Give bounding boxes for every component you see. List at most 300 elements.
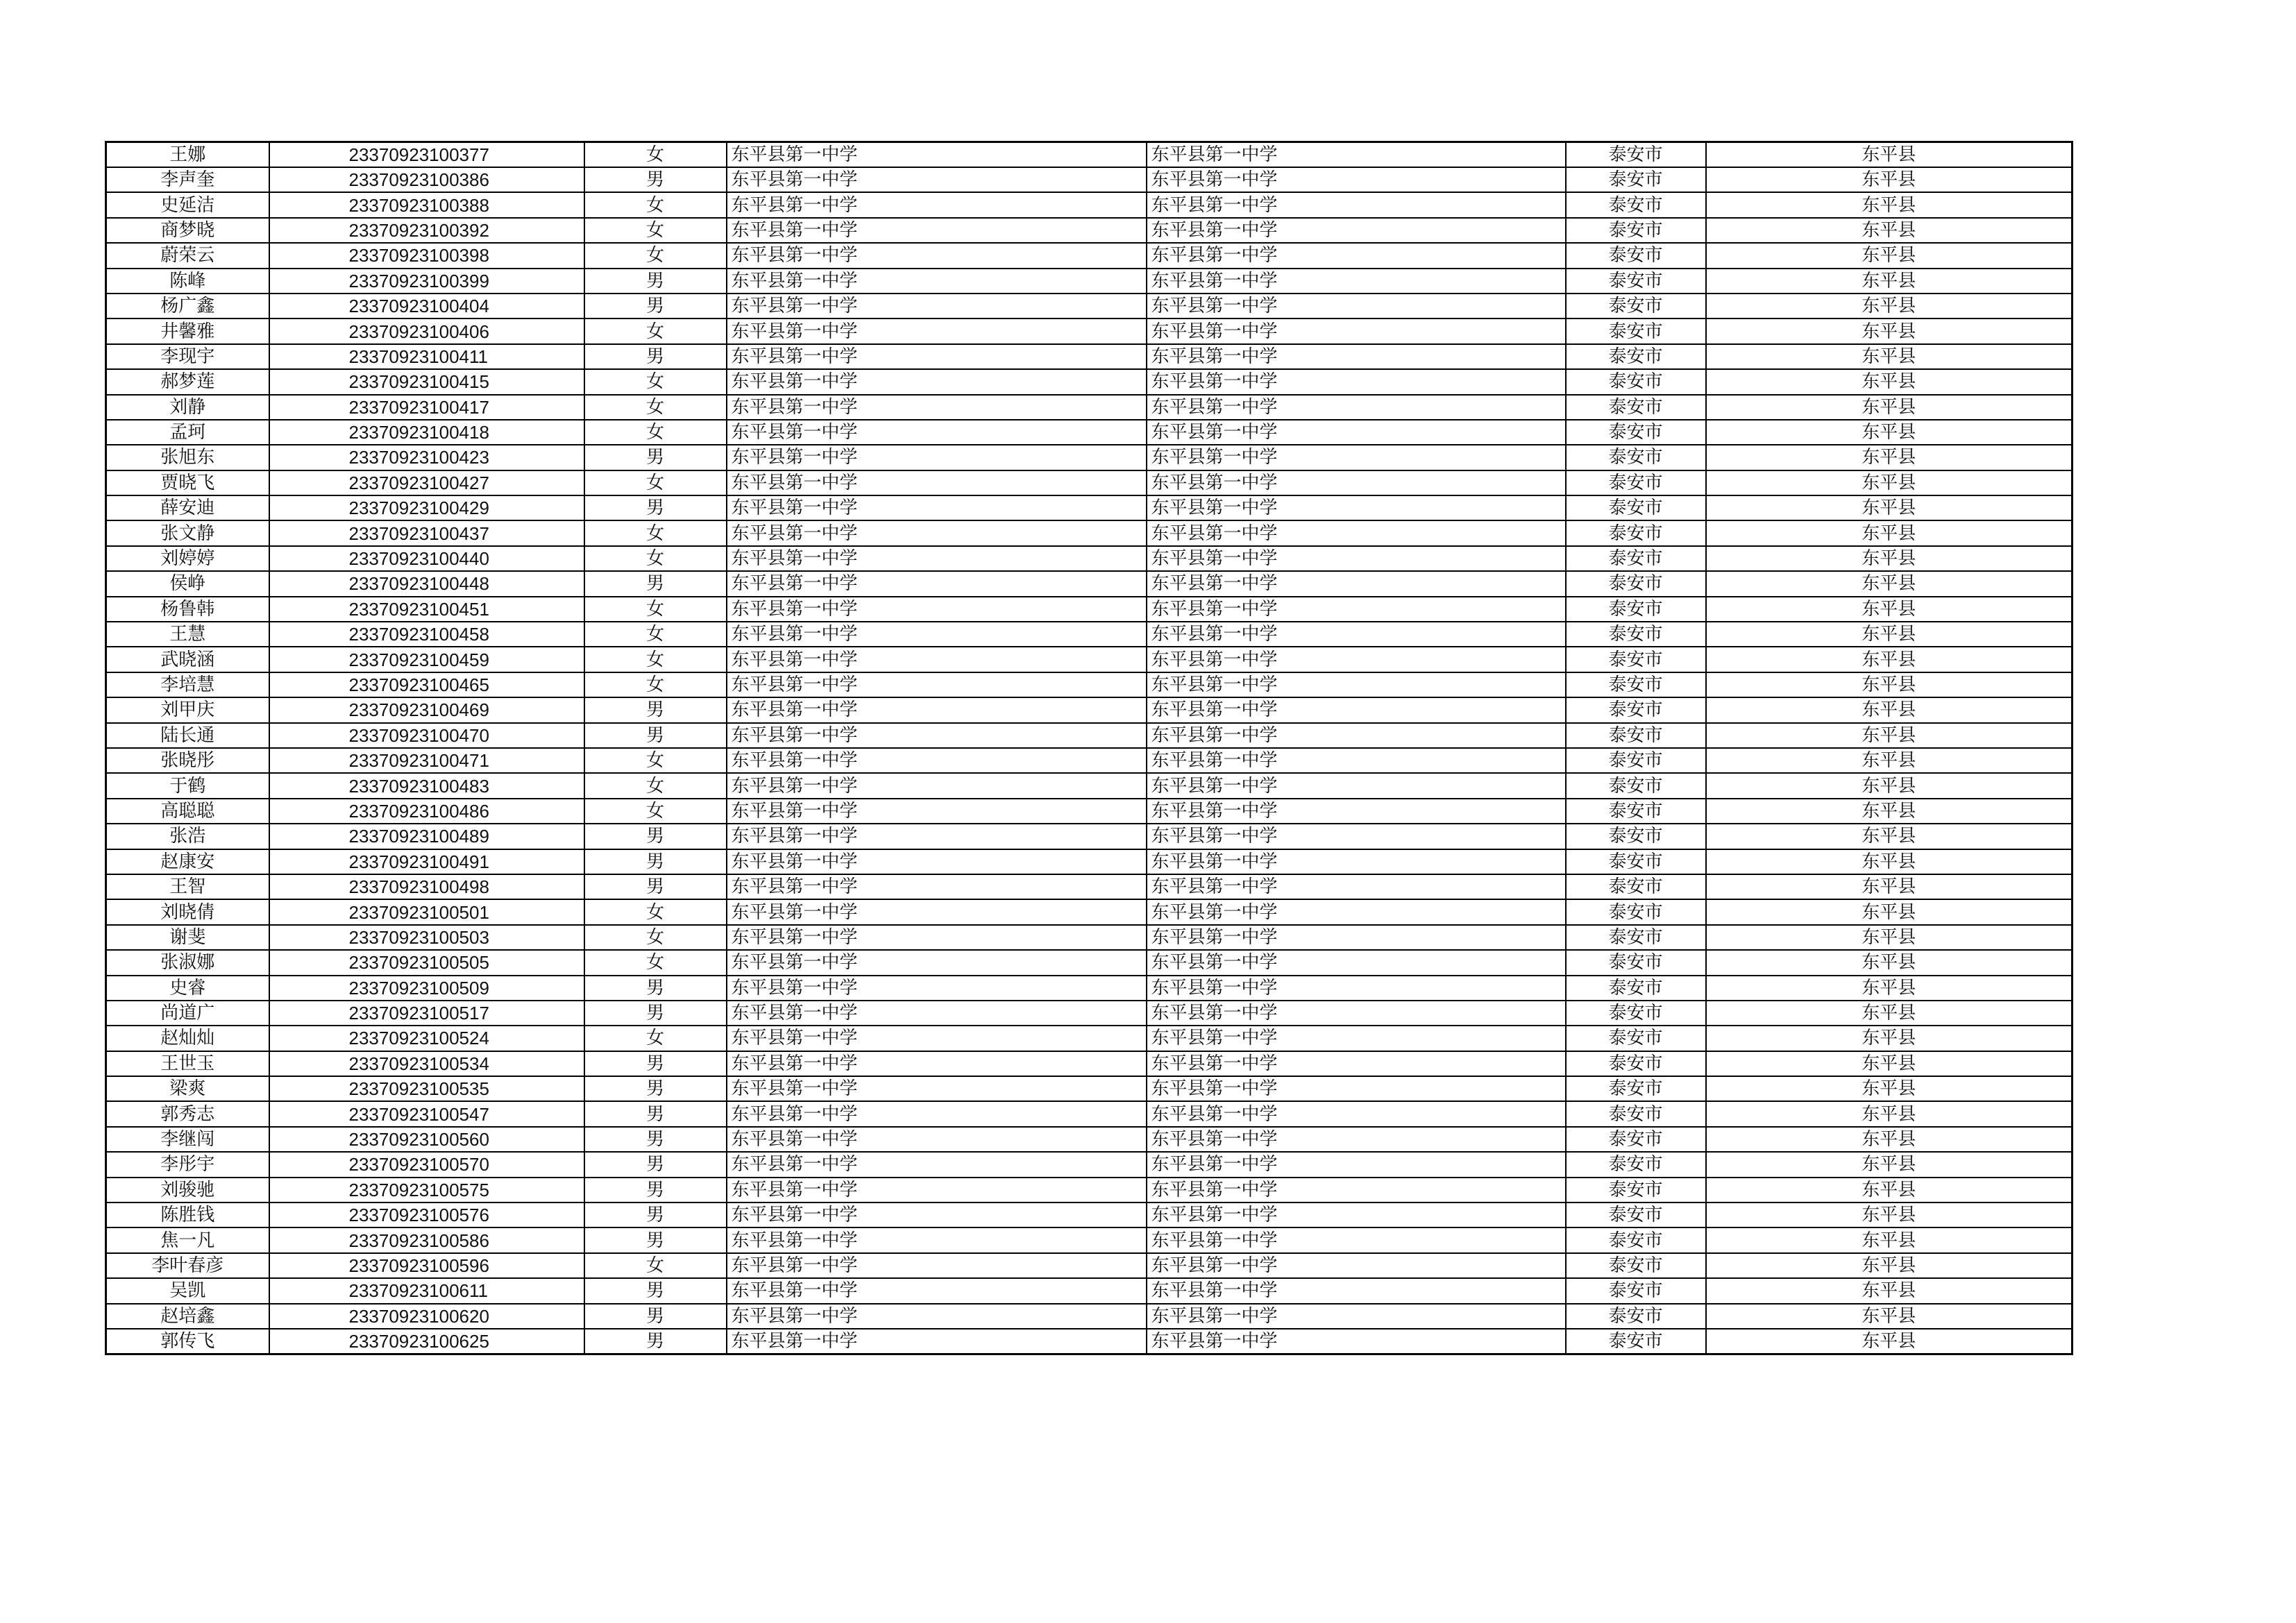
school-cell: 东平县第一中学	[727, 445, 1147, 470]
exam-id-cell: 23370923100611	[269, 1278, 584, 1303]
gender-cell: 女	[584, 672, 727, 697]
table-row	[106, 1051, 2073, 1076]
student-name-cell: 王世玉	[106, 1051, 269, 1076]
table-row	[106, 622, 2073, 647]
table-row	[106, 723, 2073, 748]
exam-id-cell: 23370923100509	[269, 976, 584, 1001]
exam-site-cell: 东平县第一中学	[1147, 167, 1566, 192]
exam-id-cell: 23370923100404	[269, 294, 584, 318]
school-cell: 东平县第一中学	[727, 571, 1147, 596]
student-name-cell: 郭传飞	[106, 1329, 269, 1354]
city-cell: 泰安市	[1566, 1304, 1706, 1329]
school-cell: 东平县第一中学	[727, 344, 1147, 369]
gender-cell: 女	[584, 192, 727, 217]
county-cell: 东平县	[1706, 1076, 2073, 1101]
table-row	[106, 520, 2073, 545]
student-name-cell: 赵灿灿	[106, 1026, 269, 1051]
table-row	[106, 1101, 2073, 1126]
county-cell: 东平县	[1706, 672, 2073, 697]
table-row	[106, 192, 2073, 217]
table-row	[106, 571, 2073, 596]
exam-id-cell: 23370923100471	[269, 748, 584, 773]
table-row	[106, 976, 2073, 1001]
county-cell: 东平县	[1706, 976, 2073, 1001]
student-name-cell: 张淑娜	[106, 950, 269, 975]
table-row	[106, 824, 2073, 849]
exam-site-cell: 东平县第一中学	[1147, 824, 1566, 849]
table-row	[106, 849, 2073, 874]
county-cell: 东平县	[1706, 1001, 2073, 1026]
exam-id-cell: 23370923100465	[269, 672, 584, 697]
exam-site-cell: 东平县第一中学	[1147, 1203, 1566, 1227]
city-cell: 泰安市	[1566, 672, 1706, 697]
gender-cell: 女	[584, 369, 727, 394]
gender-cell: 女	[584, 748, 727, 773]
table-row	[106, 647, 2073, 672]
city-cell: 泰安市	[1566, 470, 1706, 495]
exam-id-cell: 23370923100575	[269, 1178, 584, 1203]
county-cell: 东平县	[1706, 294, 2073, 318]
gender-cell: 女	[584, 318, 727, 343]
city-cell: 泰安市	[1566, 294, 1706, 318]
gender-cell: 男	[584, 1152, 727, 1177]
county-cell: 东平县	[1706, 647, 2073, 672]
city-cell: 泰安市	[1566, 950, 1706, 975]
gender-cell: 女	[584, 647, 727, 672]
exam-id-cell: 23370923100524	[269, 1026, 584, 1051]
city-cell: 泰安市	[1566, 395, 1706, 420]
school-cell: 东平县第一中学	[727, 1329, 1147, 1354]
student-name-cell: 张晓彤	[106, 748, 269, 773]
school-cell: 东平县第一中学	[727, 1051, 1147, 1076]
city-cell: 泰安市	[1566, 1227, 1706, 1252]
table-row	[106, 1076, 2073, 1101]
gender-cell: 男	[584, 849, 727, 874]
gender-cell: 女	[584, 520, 727, 545]
exam-site-cell: 东平县第一中学	[1147, 1278, 1566, 1303]
school-cell: 东平县第一中学	[727, 1178, 1147, 1203]
exam-site-cell: 东平县第一中学	[1147, 218, 1566, 243]
gender-cell: 男	[584, 874, 727, 899]
table-row	[106, 495, 2073, 520]
county-cell: 东平县	[1706, 142, 2073, 168]
student-name-cell: 于鹤	[106, 773, 269, 798]
table-row	[106, 950, 2073, 975]
county-cell: 东平县	[1706, 470, 2073, 495]
county-cell: 东平县	[1706, 445, 2073, 470]
city-cell: 泰安市	[1566, 571, 1706, 596]
school-cell: 东平县第一中学	[727, 269, 1147, 294]
gender-cell: 男	[584, 1203, 727, 1227]
county-cell: 东平县	[1706, 874, 2073, 899]
student-name-cell: 史睿	[106, 976, 269, 1001]
exam-site-cell: 东平县第一中学	[1147, 622, 1566, 647]
city-cell: 泰安市	[1566, 723, 1706, 748]
gender-cell: 男	[584, 1127, 727, 1152]
student-name-cell: 尚道广	[106, 1001, 269, 1026]
exam-site-cell: 东平县第一中学	[1147, 1227, 1566, 1252]
school-cell: 东平县第一中学	[727, 773, 1147, 798]
exam-id-cell: 23370923100398	[269, 243, 584, 268]
county-cell: 东平县	[1706, 1051, 2073, 1076]
exam-id-cell: 23370923100448	[269, 571, 584, 596]
exam-site-cell: 东平县第一中学	[1147, 1076, 1566, 1101]
exam-id-cell: 23370923100620	[269, 1304, 584, 1329]
student-name-cell: 李培慧	[106, 672, 269, 697]
student-name-cell: 李彤宇	[106, 1152, 269, 1177]
student-name-cell: 张旭东	[106, 445, 269, 470]
exam-id-cell: 23370923100377	[269, 142, 584, 168]
student-name-cell: 蔚荣云	[106, 243, 269, 268]
exam-id-cell: 23370923100429	[269, 495, 584, 520]
exam-site-cell: 东平县第一中学	[1147, 748, 1566, 773]
gender-cell: 女	[584, 899, 727, 924]
city-cell: 泰安市	[1566, 1127, 1706, 1152]
student-name-cell: 王慧	[106, 622, 269, 647]
gender-cell: 男	[584, 344, 727, 369]
exam-site-cell: 东平县第一中学	[1147, 1127, 1566, 1152]
table-row	[106, 1127, 2073, 1152]
school-cell: 东平县第一中学	[727, 672, 1147, 697]
county-cell: 东平县	[1706, 395, 2073, 420]
table-row	[106, 546, 2073, 571]
county-cell: 东平县	[1706, 167, 2073, 192]
gender-cell: 男	[584, 1051, 727, 1076]
city-cell: 泰安市	[1566, 748, 1706, 773]
exam-id-cell: 23370923100470	[269, 723, 584, 748]
table-row	[106, 243, 2073, 268]
student-name-cell: 陆长通	[106, 723, 269, 748]
city-cell: 泰安市	[1566, 546, 1706, 571]
county-cell: 东平县	[1706, 546, 2073, 571]
county-cell: 东平县	[1706, 495, 2073, 520]
county-cell: 东平县	[1706, 899, 2073, 924]
city-cell: 泰安市	[1566, 799, 1706, 824]
gender-cell: 女	[584, 142, 727, 168]
exam-id-cell: 23370923100388	[269, 192, 584, 217]
gender-cell: 女	[584, 622, 727, 647]
city-cell: 泰安市	[1566, 167, 1706, 192]
student-name-cell: 梁爽	[106, 1076, 269, 1101]
exam-site-cell: 东平县第一中学	[1147, 849, 1566, 874]
gender-cell: 男	[584, 976, 727, 1001]
school-cell: 东平县第一中学	[727, 976, 1147, 1001]
exam-site-cell: 东平县第一中学	[1147, 445, 1566, 470]
city-cell: 泰安市	[1566, 597, 1706, 622]
gender-cell: 女	[584, 925, 727, 950]
table-row	[106, 1278, 2073, 1303]
county-cell: 东平县	[1706, 1026, 2073, 1051]
gender-cell: 男	[584, 571, 727, 596]
school-cell: 东平县第一中学	[727, 520, 1147, 545]
table-row	[106, 874, 2073, 899]
table-row	[106, 697, 2073, 722]
city-cell: 泰安市	[1566, 874, 1706, 899]
gender-cell: 男	[584, 495, 727, 520]
city-cell: 泰安市	[1566, 622, 1706, 647]
county-cell: 东平县	[1706, 950, 2073, 975]
county-cell: 东平县	[1706, 748, 2073, 773]
table-row	[106, 395, 2073, 420]
exam-site-cell: 东平县第一中学	[1147, 142, 1566, 168]
school-cell: 东平县第一中学	[727, 1227, 1147, 1252]
exam-site-cell: 东平县第一中学	[1147, 1178, 1566, 1203]
county-cell: 东平县	[1706, 520, 2073, 545]
exam-id-cell: 23370923100440	[269, 546, 584, 571]
student-name-cell: 张浩	[106, 824, 269, 849]
city-cell: 泰安市	[1566, 773, 1706, 798]
table-row	[106, 672, 2073, 697]
exam-id-cell: 23370923100427	[269, 470, 584, 495]
gender-cell: 女	[584, 799, 727, 824]
city-cell: 泰安市	[1566, 344, 1706, 369]
county-cell: 东平县	[1706, 218, 2073, 243]
exam-site-cell: 东平县第一中学	[1147, 495, 1566, 520]
city-cell: 泰安市	[1566, 269, 1706, 294]
student-roster-table	[105, 141, 2073, 1355]
county-cell: 东平县	[1706, 1278, 2073, 1303]
city-cell: 泰安市	[1566, 976, 1706, 1001]
exam-site-cell: 东平县第一中学	[1147, 192, 1566, 217]
county-cell: 东平县	[1706, 622, 2073, 647]
exam-site-cell: 东平县第一中学	[1147, 546, 1566, 571]
county-cell: 东平县	[1706, 369, 2073, 394]
exam-site-cell: 东平县第一中学	[1147, 1152, 1566, 1177]
table-row	[106, 1227, 2073, 1252]
table-row	[106, 773, 2073, 798]
school-cell: 东平县第一中学	[727, 369, 1147, 394]
student-name-cell: 侯峥	[106, 571, 269, 596]
county-cell: 东平县	[1706, 773, 2073, 798]
exam-id-cell: 23370923100625	[269, 1329, 584, 1354]
table-row	[106, 167, 2073, 192]
exam-id-cell: 23370923100423	[269, 445, 584, 470]
table-row	[106, 597, 2073, 622]
student-name-cell: 李叶春彦	[106, 1253, 269, 1278]
exam-site-cell: 东平县第一中学	[1147, 773, 1566, 798]
exam-site-cell: 东平县第一中学	[1147, 1001, 1566, 1026]
county-cell: 东平县	[1706, 849, 2073, 874]
exam-id-cell: 23370923100411	[269, 344, 584, 369]
student-name-cell: 刘晓倩	[106, 899, 269, 924]
student-name-cell: 杨广鑫	[106, 294, 269, 318]
student-name-cell: 赵康安	[106, 849, 269, 874]
exam-site-cell: 东平县第一中学	[1147, 269, 1566, 294]
gender-cell: 女	[584, 773, 727, 798]
table-row	[106, 142, 2073, 168]
table-row	[106, 1026, 2073, 1051]
student-name-cell: 王智	[106, 874, 269, 899]
school-cell: 东平县第一中学	[727, 748, 1147, 773]
table-row	[106, 1329, 2073, 1354]
student-name-cell: 刘婷婷	[106, 546, 269, 571]
exam-site-cell: 东平县第一中学	[1147, 344, 1566, 369]
table-row	[106, 799, 2073, 824]
gender-cell: 男	[584, 697, 727, 722]
gender-cell: 女	[584, 546, 727, 571]
school-cell: 东平县第一中学	[727, 824, 1147, 849]
table-row	[106, 294, 2073, 318]
table-row	[106, 1253, 2073, 1278]
exam-id-cell: 23370923100406	[269, 318, 584, 343]
city-cell: 泰安市	[1566, 1051, 1706, 1076]
exam-site-cell: 东平县第一中学	[1147, 1051, 1566, 1076]
exam-id-cell: 23370923100415	[269, 369, 584, 394]
county-cell: 东平县	[1706, 1178, 2073, 1203]
student-name-cell: 李继闯	[106, 1127, 269, 1152]
county-cell: 东平县	[1706, 925, 2073, 950]
school-cell: 东平县第一中学	[727, 1152, 1147, 1177]
student-name-cell: 史延洁	[106, 192, 269, 217]
county-cell: 东平县	[1706, 269, 2073, 294]
exam-id-cell: 23370923100458	[269, 622, 584, 647]
gender-cell: 男	[584, 445, 727, 470]
gender-cell: 男	[584, 1278, 727, 1303]
student-name-cell: 贾晓飞	[106, 470, 269, 495]
table-row	[106, 344, 2073, 369]
student-name-cell: 刘骏驰	[106, 1178, 269, 1203]
student-name-cell: 武晓涵	[106, 647, 269, 672]
county-cell: 东平县	[1706, 420, 2073, 445]
exam-site-cell: 东平县第一中学	[1147, 420, 1566, 445]
exam-site-cell: 东平县第一中学	[1147, 571, 1566, 596]
school-cell: 东平县第一中学	[727, 495, 1147, 520]
exam-id-cell: 23370923100392	[269, 218, 584, 243]
student-name-cell: 陈峰	[106, 269, 269, 294]
exam-id-cell: 23370923100469	[269, 697, 584, 722]
city-cell: 泰安市	[1566, 849, 1706, 874]
city-cell: 泰安市	[1566, 1076, 1706, 1101]
gender-cell: 男	[584, 1001, 727, 1026]
school-cell: 东平县第一中学	[727, 622, 1147, 647]
exam-site-cell: 东平县第一中学	[1147, 1329, 1566, 1354]
county-cell: 东平县	[1706, 799, 2073, 824]
gender-cell: 男	[584, 1304, 727, 1329]
gender-cell: 男	[584, 1329, 727, 1354]
city-cell: 泰安市	[1566, 1203, 1706, 1227]
school-cell: 东平县第一中学	[727, 1076, 1147, 1101]
county-cell: 东平县	[1706, 344, 2073, 369]
school-cell: 东平县第一中学	[727, 925, 1147, 950]
table-row	[106, 445, 2073, 470]
city-cell: 泰安市	[1566, 697, 1706, 722]
gender-cell: 男	[584, 723, 727, 748]
exam-site-cell: 东平县第一中学	[1147, 1304, 1566, 1329]
city-cell: 泰安市	[1566, 925, 1706, 950]
school-cell: 东平县第一中学	[727, 1101, 1147, 1126]
table-row	[106, 318, 2073, 343]
exam-id-cell: 23370923100498	[269, 874, 584, 899]
table-row	[106, 1152, 2073, 1177]
school-cell: 东平县第一中学	[727, 874, 1147, 899]
county-cell: 东平县	[1706, 1304, 2073, 1329]
student-name-cell: 刘甲庆	[106, 697, 269, 722]
exam-id-cell: 23370923100535	[269, 1076, 584, 1101]
exam-site-cell: 东平县第一中学	[1147, 672, 1566, 697]
table-row	[106, 1178, 2073, 1203]
school-cell: 东平县第一中学	[727, 799, 1147, 824]
exam-site-cell: 东平县第一中学	[1147, 976, 1566, 1001]
exam-id-cell: 23370923100451	[269, 597, 584, 622]
school-cell: 东平县第一中学	[727, 142, 1147, 168]
student-name-cell: 刘静	[106, 395, 269, 420]
exam-site-cell: 东平县第一中学	[1147, 799, 1566, 824]
city-cell: 泰安市	[1566, 1001, 1706, 1026]
city-cell: 泰安市	[1566, 520, 1706, 545]
student-name-cell: 商梦晓	[106, 218, 269, 243]
city-cell: 泰安市	[1566, 824, 1706, 849]
city-cell: 泰安市	[1566, 142, 1706, 168]
county-cell: 东平县	[1706, 723, 2073, 748]
exam-site-cell: 东平县第一中学	[1147, 470, 1566, 495]
school-cell: 东平县第一中学	[727, 218, 1147, 243]
table-row	[106, 748, 2073, 773]
school-cell: 东平县第一中学	[727, 167, 1147, 192]
city-cell: 泰安市	[1566, 1178, 1706, 1203]
gender-cell: 男	[584, 1227, 727, 1252]
school-cell: 东平县第一中学	[727, 849, 1147, 874]
city-cell: 泰安市	[1566, 1253, 1706, 1278]
county-cell: 东平县	[1706, 1227, 2073, 1252]
gender-cell: 女	[584, 470, 727, 495]
student-name-cell: 薛安迪	[106, 495, 269, 520]
gender-cell: 女	[584, 243, 727, 268]
gender-cell: 女	[584, 950, 727, 975]
exam-site-cell: 东平县第一中学	[1147, 369, 1566, 394]
table-row	[106, 218, 2073, 243]
table-row	[106, 1001, 2073, 1026]
city-cell: 泰安市	[1566, 445, 1706, 470]
county-cell: 东平县	[1706, 318, 2073, 343]
exam-site-cell: 东平县第一中学	[1147, 697, 1566, 722]
gender-cell: 女	[584, 597, 727, 622]
gender-cell: 男	[584, 1178, 727, 1203]
student-name-cell: 焦一凡	[106, 1227, 269, 1252]
exam-id-cell: 23370923100570	[269, 1152, 584, 1177]
exam-id-cell: 23370923100576	[269, 1203, 584, 1227]
county-cell: 东平县	[1706, 1253, 2073, 1278]
school-cell: 东平县第一中学	[727, 294, 1147, 318]
table-row	[106, 1304, 2073, 1329]
exam-site-cell: 东平县第一中学	[1147, 318, 1566, 343]
exam-id-cell: 23370923100491	[269, 849, 584, 874]
student-name-cell: 李现宇	[106, 344, 269, 369]
table-row	[106, 925, 2073, 950]
student-name-cell: 郝梦莲	[106, 369, 269, 394]
city-cell: 泰安市	[1566, 1101, 1706, 1126]
exam-id-cell: 23370923100547	[269, 1101, 584, 1126]
student-name-cell: 谢斐	[106, 925, 269, 950]
table-row	[106, 1203, 2073, 1227]
table-row	[106, 369, 2073, 394]
county-cell: 东平县	[1706, 697, 2073, 722]
city-cell: 泰安市	[1566, 1152, 1706, 1177]
exam-site-cell: 东平县第一中学	[1147, 723, 1566, 748]
city-cell: 泰安市	[1566, 495, 1706, 520]
gender-cell: 男	[584, 294, 727, 318]
county-cell: 东平县	[1706, 1127, 2073, 1152]
school-cell: 东平县第一中学	[727, 192, 1147, 217]
county-cell: 东平县	[1706, 192, 2073, 217]
exam-site-cell: 东平县第一中学	[1147, 925, 1566, 950]
exam-site-cell: 东平县第一中学	[1147, 647, 1566, 672]
exam-id-cell: 23370923100505	[269, 950, 584, 975]
exam-id-cell: 23370923100437	[269, 520, 584, 545]
student-name-cell: 张文静	[106, 520, 269, 545]
city-cell: 泰安市	[1566, 318, 1706, 343]
city-cell: 泰安市	[1566, 1278, 1706, 1303]
county-cell: 东平县	[1706, 1203, 2073, 1227]
